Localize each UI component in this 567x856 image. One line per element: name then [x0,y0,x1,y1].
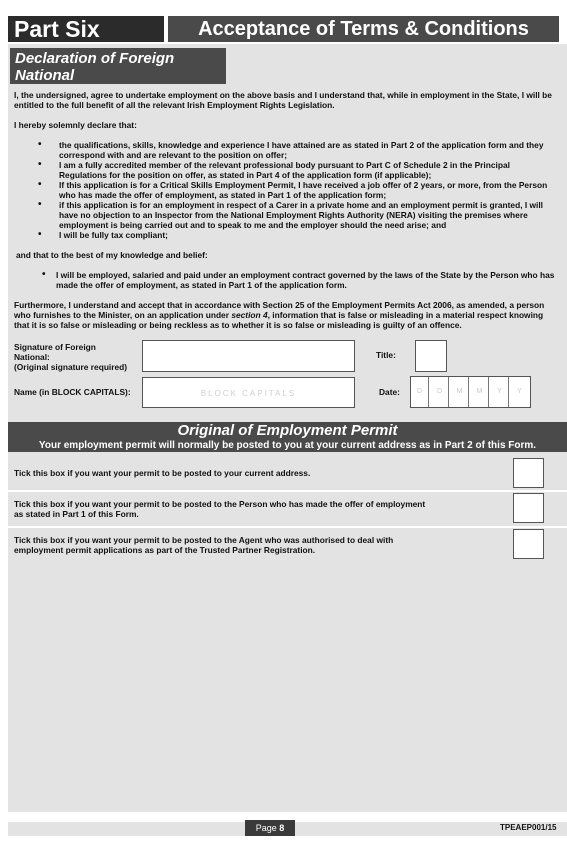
original-permit-title: Original of Employment Permit [8,422,567,440]
option-employer-line1: Tick this box if you want your permit to be posted to the Person who has made the offer of employment [14,499,426,509]
title-field[interactable] [415,340,447,372]
original-permit-subtitle: Your employment permit will normally be posted to you at your current address as in Part 2 of this Form. [8,440,567,452]
title-label: Title: [376,350,396,360]
page-number-box [245,820,295,836]
furthermore-italic: section 4 [231,310,268,320]
belief-bullet-list [14,270,559,290]
belief-statement: and that to the best of my knowledge and belief: [16,250,208,260]
furthermore-part-b: , information that is false or misleading in a material respect knowing that it is so false or misleading or being reckless as to whether it is so false or misleading is guilty of an offence. [14,310,544,330]
page-label: Page [255,823,277,833]
date-cell-d1[interactable]: D [411,377,429,407]
declaration-title-line1: Declaration of Foreign [15,50,175,67]
checkbox-employer[interactable] [513,493,544,523]
declaration-bullet-list [14,140,559,240]
declaration-title-line2: National [15,67,75,84]
name-label: Name (in BLOCK CAPITALS): [14,387,131,397]
signature-label-line3: (Original signature required) [14,362,128,372]
date-label: Date: [379,387,400,397]
date-cell-y2[interactable]: Y [517,388,522,395]
option-current-address-label: Tick this box if you want your permit to be posted to your current address. [14,468,311,478]
checkbox-current-address[interactable] [513,458,544,488]
option-employer-line2: as stated in Part 1 of this Form. [14,509,139,519]
section-title: Acceptance of Terms & Conditions [168,16,559,42]
bullet-tax: • I will be fully tax compliant; [14,230,559,240]
date-cell-m1[interactable]: M [451,377,469,407]
part-label: Part Six [8,16,164,42]
option-employer-label [14,499,494,519]
form-code: TPEAEP001/15 [500,823,557,832]
declaration-title [10,48,226,84]
bullet-accredited: • I am a fully accredited member of the relevant professional body pursuant to Part C of Schedule 2 in the Principal Regulations for the position on offer, as stated in Part 4 of the application form (if applicable); [14,160,559,180]
signature-label-line2: National: [14,352,50,362]
furthermore-part-a: Furthermore, I understand and accept that in accordance with Section 25 of the Employment Permits Act 2006, as amended, a person who furnishes to the Minister, on an application under [14,300,545,320]
furthermore-paragraph [14,300,559,330]
bullet-carer: • if this application is for an employment in respect of a Carer in a private home and an employment permit is granted, I will have no objection to an Inspector from the National Employment Rights Authority (NERA) visiting the premises where employment is being carried out and to speak to me and the employer should the need arise; and [14,200,559,230]
signature-label-line1: Signature of Foreign [14,342,96,352]
option-agent-line1: Tick this box if you want your permit to be posted to the Agent who was authorised to deal with [14,535,394,545]
signature-label [14,342,139,372]
declaration-intro: I, the undersigned, agree to undertake employment on the above basis and I understand that, while in employment in the State, I will be entitled to the full benefit of all the relevant Irish Employment Rights Legislation. [14,90,552,110]
bullet-employment-contract: • I will be employed, salaried and paid under an employment contract governed by the laws of the State by the Person who has made the offer of employment, as stated in Part 1 of the application form. [14,270,559,290]
divider [8,526,567,528]
name-field[interactable]: BLOCK CAPITALS [142,377,355,408]
option-agent-line2: employment permit applications as part of the Trusted Partner Registration. [14,545,316,555]
signature-field[interactable] [142,340,355,372]
date-field[interactable] [410,376,531,408]
solemn-declare: I hereby solemnly declare that: [14,120,137,130]
divider [8,490,567,492]
date-cell-d2[interactable]: D [431,377,449,407]
date-cell-y1[interactable]: Y [491,377,509,407]
date-cell-m2[interactable]: M [471,377,489,407]
checkbox-agent[interactable] [513,529,544,559]
option-agent-label [14,535,494,555]
bullet-qualifications: • the qualifications, skills, knowledge and experience I have attained are as stated in Part 2 of the application form and they correspond with and are relevant to the position on offer; [14,140,559,160]
bullet-critical-skills: • If this application is for a Critical Skills Employment Permit, I have received a job offer of 2 years, or more, from the Person who has made the offer of employment, as stated in Part 1 of the application form; [14,180,559,200]
page-number: 8 [279,823,285,833]
